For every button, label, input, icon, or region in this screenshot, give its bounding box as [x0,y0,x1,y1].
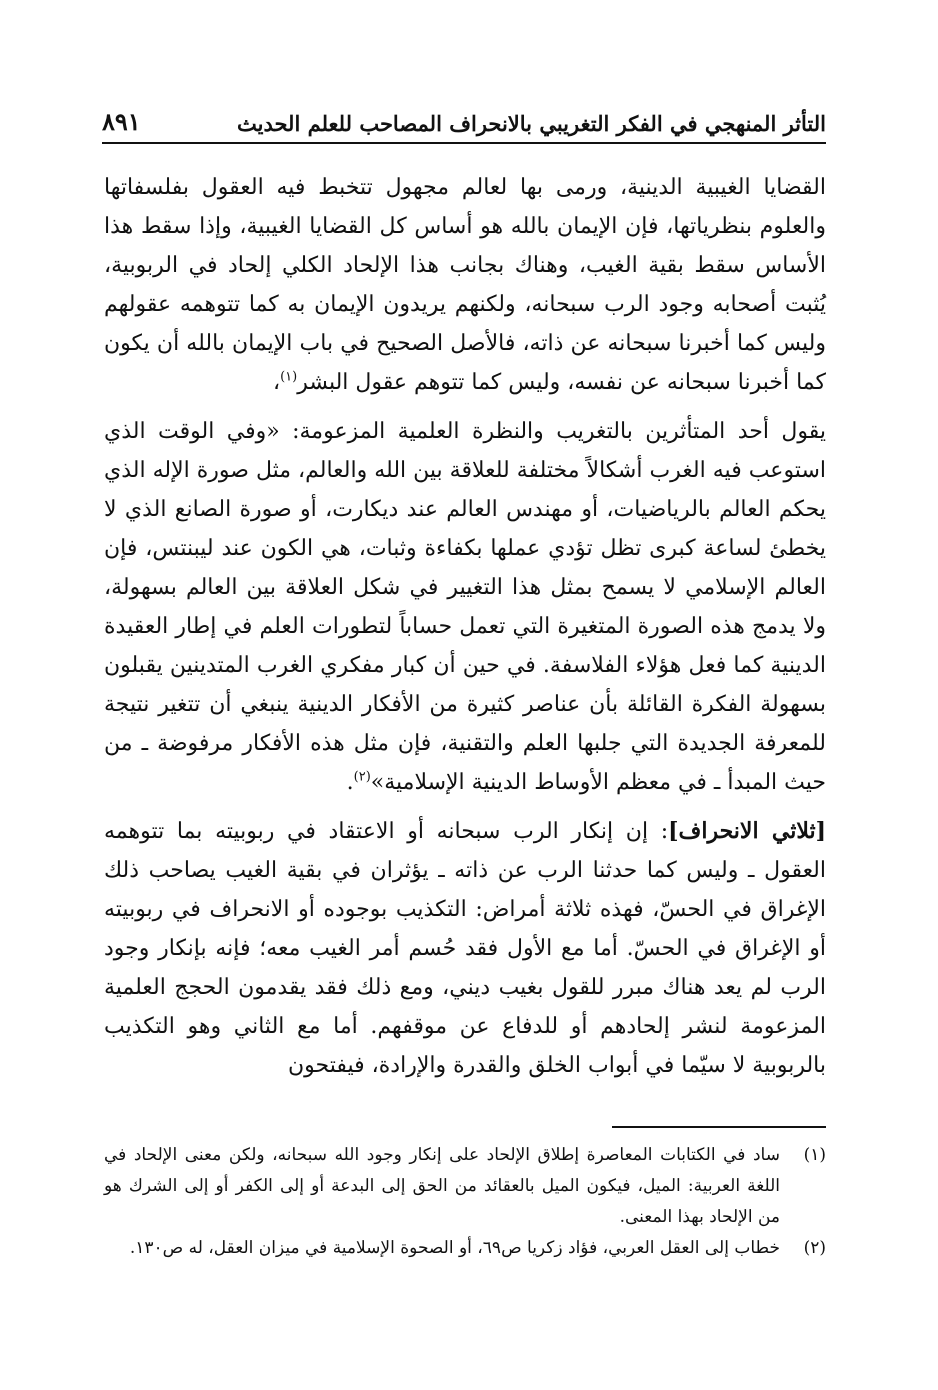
main-text [104,168,826,1085]
page-number: ٨٩١ [102,107,141,136]
footnote-divider [612,1126,826,1128]
footnote-2-text: خطاب إلى العقل العربي، فؤاد زكريا ص٦٩، أو الصحوة الإسلامية في ميزان العقل، له ص١٣٠. [129,1238,780,1258]
paragraph-2-tail: . [346,770,354,795]
footnote-1-text: ساد في الكتابات المعاصرة إطلاق الإلحاد على إنكار وجود الله سبحانه، ولكن معنى الإلحاد في اللغة العربية: الميل، فيكون الميل بالعقائد من الحق إلى البدعة أو إلى الكفر أو إلى الشرك هو من الإلحاد بهذا المعنى. [104,1145,780,1227]
footnote-ref-1: (١) [280,369,298,385]
footnote-ref-2: (٢) [353,769,371,785]
footnotes [104,1140,826,1264]
paragraph-3-text: : إن إنكار الرب سبحانه أو الاعتقاد في ربوبيته بما تتوهمه العقول ـ وليس كما حدثنا الرب عن ذاته ـ يؤثران في بقية الغيب يصاحب ذلك الإغراق في الحسّ، فهذه ثلاثة أمراض: التكذيب بوجوده أو الانحراف في ربوبيته أو الإغراق في الحسّ. أما مع الأول فقد حُسم أمر الغيب معه؛ فإنه بإنكار وجود الرب لم يعد هناك مبرر للقول بغيب ديني، ومع ذلك فقد يقدمون الحجج العلمية المزعومة لنشر إلحادهم أو للدفاع عن موقفهم. أما مع الثاني وهو التكذيب بالربوبية لا سيّما في أبواب الخلق والقدرة والإرادة، فيفتحون [104,819,826,1078]
paragraph-1-text: القضايا الغيبية الدينية، ورمى بها لعالم مجهول تتخبط فيه العقول بفلسفاتها والعلوم بنظرياتها، فإن الإيمان بالله هو أساس كل القضايا الغيبية، وإذا سقط هذا الأساس سقط بقية الغيب، وهناك بجانب هذا الإلحاد الكلي إلحاد في الربوبية، يُثبت أصحابه وجود الرب سبحانه، ولكنهم يريدون الإيمان به كما تتوهمه عقولهم وليس كما أخبرنا سبحانه عن ذاته، فالأصل الصحيح في باب الإيمان بالله أن يكون كما أخبرنا سبحانه عن نفسه، وليس كما تتوهم عقول البشر [104,175,826,395]
page-header [102,96,826,144]
footnote-1-number: (١) [803,1145,826,1165]
paragraph-1 [104,168,826,402]
section-label: [ثلاثي الانحراف] [668,818,827,844]
footnote-1 [104,1140,826,1233]
running-title: التأثر المنهجي في الفكر التغريبي بالانحراف المصاحب للعلم الحديث [237,111,826,136]
paragraph-3 [104,812,826,1085]
paragraph-2 [104,412,826,802]
paragraph-2-text: يقول أحد المتأثرين بالتغريب والنظرة العلمية المزعومة: «وفي الوقت الذي استوعب فيه الغرب أشكالاً مختلفة للعلاقة بين الله والعالم، مثل صورة الإله الذي يحكم العالم بالرياضيات، أو مهندس العالم عند ديكارت، أو صورة الصانع الذي لا يخطئ لساعة كبرى تظل تؤدي عملها بكفاءة وثبات، هي الكون عند ليبنتس، فإن العالم الإسلامي لا يسمح بمثل هذا التغيير في شكل العلاقة بين العالم بسهولة، ولا يدمج هذه الصورة المتغيرة التي تعمل حساباً لتطورات العلم في إطار العقيدة الدينية كما فعل هؤلاء الفلاسفة. في حين أن كبار مفكري الغرب المتدينين يقبلون بسهولة الفكرة القائلة بأن عناصر كثيرة من الأفكار الدينية ينبغي أن تتغير نتيجة للمعرفة الجديدة التي جلبها العلم والتقنية، فإن مثل هذه الأفكار مرفوضة ـ من حيث المبدأ ـ في معظم الأوساط الدينية الإسلامية» [104,419,826,795]
footnote-2-number: (٢) [803,1238,826,1258]
paragraph-1-tail: ، [272,370,281,395]
footnote-2 [104,1233,826,1264]
